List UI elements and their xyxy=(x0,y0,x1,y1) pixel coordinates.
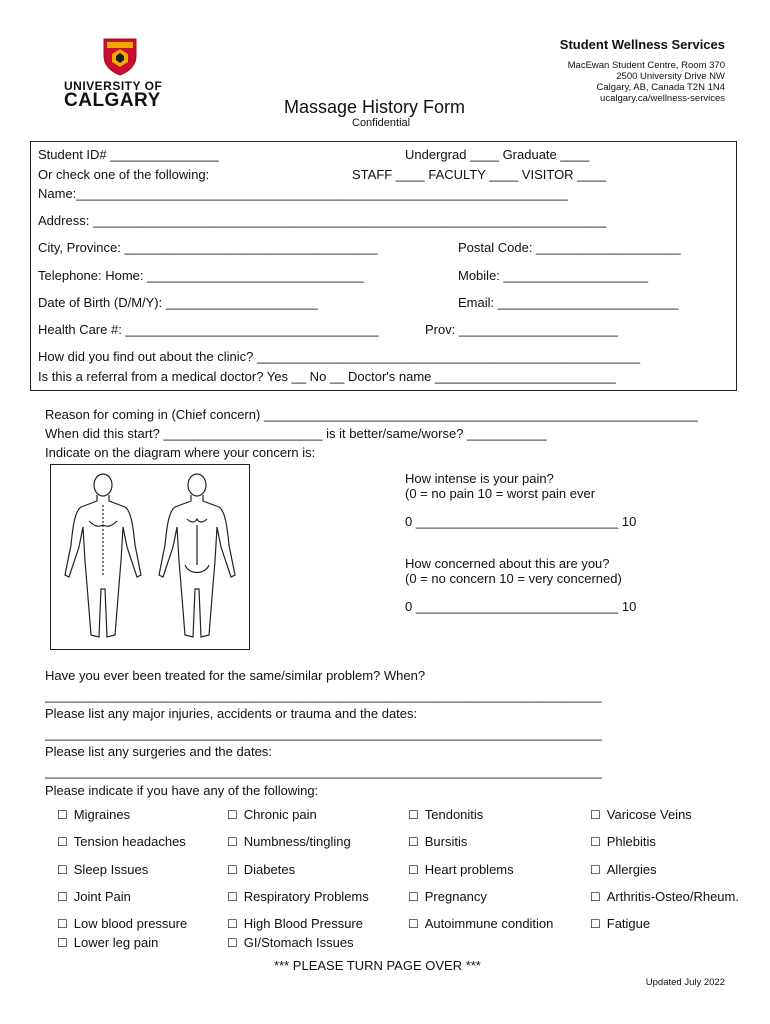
condition-high-blood-pressure[interactable] xyxy=(227,916,363,931)
condition-label: Pregnancy xyxy=(424,889,487,904)
condition-label: Sleep Issues xyxy=(73,862,149,877)
condition-label: High Blood Pressure xyxy=(243,916,363,931)
body-figures-icon xyxy=(51,465,249,649)
checkbox-icon[interactable]: ☐ xyxy=(227,835,238,849)
university-logo xyxy=(64,36,174,111)
surgeries-answer-line[interactable]: _____________________________________________________________________________ xyxy=(45,764,602,779)
condition-joint-pain[interactable] xyxy=(57,889,131,904)
checkbox-icon[interactable]: ☐ xyxy=(227,890,238,904)
condition-label: Fatigue xyxy=(606,916,651,931)
condition-label: Low blood pressure xyxy=(73,916,188,931)
address-line: Calgary, AB, Canada T2N 1N4 xyxy=(596,82,725,93)
checkbox-icon[interactable]: ☐ xyxy=(590,917,601,931)
checkbox-icon[interactable]: ☐ xyxy=(590,835,601,849)
condition-tension-headaches[interactable] xyxy=(57,834,186,849)
email-field[interactable]: Email: _________________________ xyxy=(458,295,679,310)
turn-page-note: *** PLEASE TURN PAGE OVER *** xyxy=(274,958,481,973)
pain-intensity-question: How intense is your pain? xyxy=(405,471,554,486)
address-line: MacEwan Student Centre, Room 370 xyxy=(567,60,725,71)
condition-heart-problems[interactable] xyxy=(408,862,514,877)
check-one-label: Or check one of the following: xyxy=(38,167,210,182)
condition-label: GI/Stomach Issues xyxy=(243,935,354,950)
concern-line[interactable]: 0 ____________________________ 10 xyxy=(405,599,637,614)
condition-label: Allergies xyxy=(606,862,657,877)
student-level-field[interactable]: Undergrad ____ Graduate ____ xyxy=(405,147,590,162)
treated-answer-line[interactable]: _____________________________________________________________________________ xyxy=(45,688,602,703)
status-field[interactable]: STAFF ____ FACULTY ____ VISITOR ____ xyxy=(352,167,607,182)
address-line: ucalgary.ca/wellness-services xyxy=(600,93,725,104)
checkbox-icon[interactable]: ☐ xyxy=(408,890,419,904)
org-name: Student Wellness Services xyxy=(559,37,725,52)
concern-scale: (0 = no concern 10 = very concerned) xyxy=(405,571,622,586)
body-diagram[interactable] xyxy=(50,464,250,650)
pain-intensity-line[interactable]: 0 ____________________________ 10 xyxy=(405,514,637,529)
reason-field[interactable]: Reason for coming in (Chief concern) ____________________________________________________________ xyxy=(45,407,698,422)
checkbox-icon[interactable]: ☐ xyxy=(590,808,601,822)
injuries-question: Please list any major injuries, accidents or trauma and the dates: xyxy=(45,706,418,721)
condition-lower-leg-pain[interactable] xyxy=(57,935,158,950)
treated-question: Have you ever been treated for the same/similar problem? When? xyxy=(45,668,426,683)
checkbox-icon[interactable]: ☐ xyxy=(57,890,68,904)
city-field[interactable]: City, Province: ___________________________________ xyxy=(38,240,378,255)
pain-intensity-scale: (0 = no pain 10 = worst pain ever xyxy=(405,486,596,501)
dob-field[interactable]: Date of Birth (D/M/Y): _____________________ xyxy=(38,295,318,310)
condition-label: Varicose Veins xyxy=(606,807,692,822)
how-find-field[interactable]: How did you find out about the clinic? _____________________________________________________ xyxy=(38,349,641,364)
checkbox-icon[interactable]: ☐ xyxy=(590,890,601,904)
condition-numbness[interactable] xyxy=(227,834,351,849)
condition-label: Heart problems xyxy=(424,862,514,877)
surgeries-question: Please list any surgeries and the dates: xyxy=(45,744,272,759)
condition-label: Arthritis-Osteo/Rheum. xyxy=(606,889,739,904)
condition-arthritis[interactable] xyxy=(590,889,739,904)
referral-field[interactable]: Is this a referral from a medical doctor? Yes __ No __ Doctor's name _________________________ xyxy=(38,369,616,384)
condition-label: Joint Pain xyxy=(73,889,131,904)
health-care-field[interactable]: Health Care #: ___________________________________ xyxy=(38,322,379,337)
condition-migraines[interactable] xyxy=(57,807,130,822)
condition-sleep-issues[interactable] xyxy=(57,862,148,877)
diagram-instruction: Indicate on the diagram where your concern is: xyxy=(45,445,316,460)
condition-varicose-veins[interactable] xyxy=(590,807,692,822)
address-field[interactable]: Address: _______________________________________________________________________ xyxy=(38,213,607,228)
condition-gi-stomach[interactable] xyxy=(227,935,354,950)
checkbox-icon[interactable]: ☐ xyxy=(590,863,601,877)
condition-diabetes[interactable] xyxy=(227,862,295,877)
condition-label: Numbness/tingling xyxy=(243,834,351,849)
telephone-field[interactable]: Telephone: Home: ______________________________ xyxy=(38,268,365,283)
condition-pregnancy[interactable] xyxy=(408,889,487,904)
updated-date: Updated July 2022 xyxy=(645,977,725,988)
checkbox-icon[interactable]: ☐ xyxy=(408,917,419,931)
checkbox-icon[interactable]: ☐ xyxy=(57,917,68,931)
condition-allergies[interactable] xyxy=(590,862,657,877)
conditions-instruction: Please indicate if you have any of the following: xyxy=(45,783,319,798)
condition-label: Chronic pain xyxy=(243,807,317,822)
condition-autoimmune[interactable] xyxy=(408,916,553,931)
logo-line2: CALGARY xyxy=(64,90,161,111)
condition-fatigue[interactable] xyxy=(590,916,650,931)
condition-label: Diabetes xyxy=(243,862,296,877)
form-subtitle: Confidential xyxy=(352,117,411,129)
crest-icon xyxy=(100,36,140,76)
province-field[interactable]: Prov: ______________________ xyxy=(425,322,619,337)
condition-chronic-pain[interactable] xyxy=(227,807,317,822)
postal-field[interactable]: Postal Code: ____________________ xyxy=(458,240,681,255)
checkbox-icon[interactable]: ☐ xyxy=(227,936,238,950)
concern-question: How concerned about this are you? xyxy=(405,556,610,571)
checkbox-icon[interactable]: ☐ xyxy=(57,863,68,877)
condition-label: Bursitis xyxy=(424,834,468,849)
mobile-field[interactable]: Mobile: ____________________ xyxy=(458,268,649,283)
student-id-field[interactable]: Student ID# _______________ xyxy=(38,147,219,162)
condition-phlebitis[interactable] xyxy=(590,834,656,849)
checkbox-icon[interactable]: ☐ xyxy=(408,835,419,849)
logo-line1: UNIVERSITY OF xyxy=(64,79,163,93)
condition-label: Lower leg pain xyxy=(73,935,159,950)
form-title: Massage History Form xyxy=(284,97,466,117)
condition-label: Phlebitis xyxy=(606,834,656,849)
checkbox-icon[interactable]: ☐ xyxy=(57,808,68,822)
injuries-answer-line[interactable]: _____________________________________________________________________________ xyxy=(45,726,602,741)
checkbox-icon[interactable]: ☐ xyxy=(408,808,419,822)
condition-low-blood-pressure[interactable] xyxy=(57,916,187,931)
checkbox-icon[interactable]: ☐ xyxy=(57,936,68,950)
condition-label: Autoimmune condition xyxy=(424,916,554,931)
condition-label: Respiratory Problems xyxy=(243,889,369,904)
condition-label: Tension headaches xyxy=(73,834,186,849)
checkbox-icon[interactable]: ☐ xyxy=(408,863,419,877)
checkbox-icon[interactable]: ☐ xyxy=(227,917,238,931)
condition-label: Migraines xyxy=(73,807,131,822)
condition-label: Tendonitis xyxy=(424,807,484,822)
condition-respiratory[interactable] xyxy=(227,889,369,904)
name-field[interactable]: Name:____________________________________________________________________ xyxy=(38,186,568,201)
start-field[interactable]: When did this start? ______________________ is it better/same/worse? ___________ xyxy=(45,426,547,441)
checkbox-icon[interactable]: ☐ xyxy=(57,835,68,849)
checkbox-icon[interactable]: ☐ xyxy=(227,863,238,877)
checkbox-icon[interactable]: ☐ xyxy=(227,808,238,822)
condition-bursitis[interactable] xyxy=(408,834,467,849)
condition-tendonitis[interactable] xyxy=(408,807,483,822)
org-address xyxy=(568,60,725,104)
address-line: 2500 University Drive NW xyxy=(616,71,725,82)
